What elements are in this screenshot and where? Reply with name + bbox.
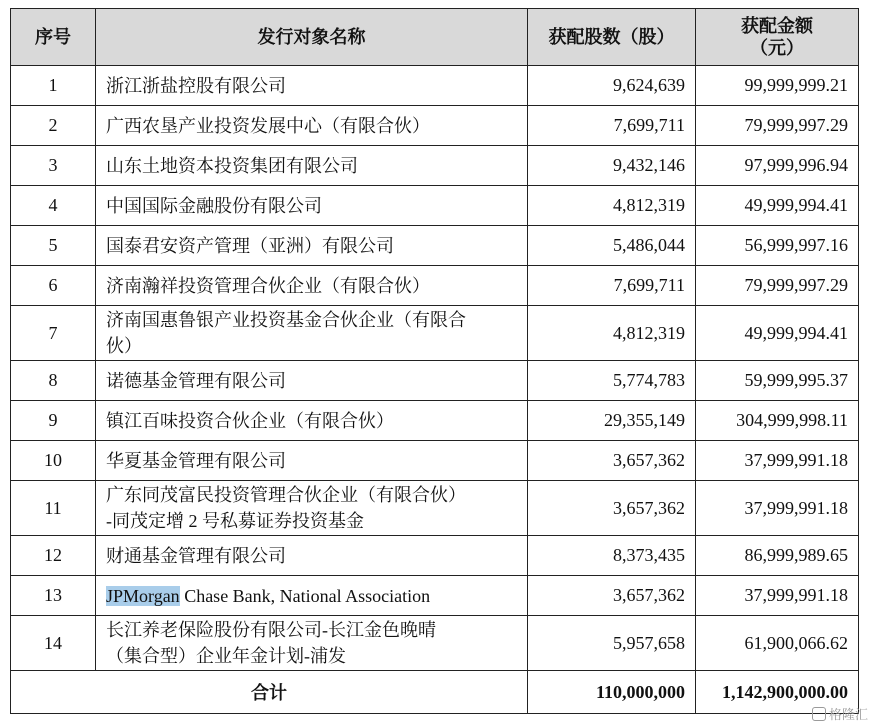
table-row <box>11 306 859 361</box>
table-row <box>11 186 859 226</box>
table-row <box>11 266 859 306</box>
row-shares: 3,657,362 <box>528 481 696 536</box>
table-header-row <box>11 9 859 66</box>
row-name: 济南瀚祥投资管理合伙企业（有限合伙） <box>96 266 528 306</box>
table-row <box>11 401 859 441</box>
row-shares: 5,774,783 <box>528 361 696 401</box>
row-amount: 79,999,997.29 <box>696 266 859 306</box>
row-shares: 5,957,658 <box>528 616 696 671</box>
row-name: 浙江浙盐控股有限公司 <box>96 66 528 106</box>
table-row <box>11 361 859 401</box>
row-shares: 4,812,319 <box>528 306 696 361</box>
row-no: 1 <box>11 66 96 106</box>
row-no: 13 <box>11 576 96 616</box>
row-name <box>96 616 528 671</box>
total-row <box>11 671 859 714</box>
row-name: 中国国际金融股份有限公司 <box>96 186 528 226</box>
row-no: 4 <box>11 186 96 226</box>
row-shares: 7,699,711 <box>528 106 696 146</box>
row-name <box>96 481 528 536</box>
table-row <box>11 146 859 186</box>
row-name-line2: -同茂定增 2 号私募证券投资基金 <box>106 511 364 531</box>
row-amount: 49,999,994.41 <box>696 306 859 361</box>
row-amount: 59,999,995.37 <box>696 361 859 401</box>
total-shares: 110,000,000 <box>528 671 696 714</box>
row-amount: 37,999,991.18 <box>696 441 859 481</box>
row-name-line1: 广东同茂富民投资管理合伙企业（有限合伙） <box>106 485 466 505</box>
row-name-line1: 长江养老保险股份有限公司-长江金色晚晴 <box>106 620 436 640</box>
row-name: 诺德基金管理有限公司 <box>96 361 528 401</box>
row-name: 镇江百味投资合伙企业（有限合伙） <box>96 401 528 441</box>
watermark <box>812 704 868 723</box>
row-amount: 61,900,066.62 <box>696 616 859 671</box>
row-name: 山东土地资本投资集团有限公司 <box>96 146 528 186</box>
row-no: 2 <box>11 106 96 146</box>
row-name-line1: 济南国惠鲁银产业投资基金合伙企业（有限合 <box>106 310 466 330</box>
row-name-line2: （集合型）企业年金计划-浦发 <box>106 646 346 666</box>
row-name: 国泰君安资产管理（亚洲）有限公司 <box>96 226 528 266</box>
row-shares: 5,486,044 <box>528 226 696 266</box>
row-amount: 49,999,994.41 <box>696 186 859 226</box>
row-amount: 86,999,989.65 <box>696 536 859 576</box>
header-shares: 获配股数（股） <box>528 9 696 66</box>
row-amount: 56,999,997.16 <box>696 226 859 266</box>
table-row <box>11 226 859 266</box>
row-amount: 37,999,991.18 <box>696 576 859 616</box>
row-no: 5 <box>11 226 96 266</box>
row-name <box>96 306 528 361</box>
table-row <box>11 536 859 576</box>
row-amount: 37,999,991.18 <box>696 481 859 536</box>
row-name: 财通基金管理有限公司 <box>96 536 528 576</box>
row-name <box>96 576 528 616</box>
row-amount: 304,999,998.11 <box>696 401 859 441</box>
row-no: 8 <box>11 361 96 401</box>
table-row <box>11 616 859 671</box>
watermark-text: 格隆汇 <box>828 708 868 723</box>
row-amount: 79,999,997.29 <box>696 106 859 146</box>
row-amount: 97,999,996.94 <box>696 146 859 186</box>
row-name-highlight: JPMorgan <box>106 585 180 606</box>
row-shares: 3,657,362 <box>528 441 696 481</box>
row-shares: 3,657,362 <box>528 576 696 616</box>
row-shares: 8,373,435 <box>528 536 696 576</box>
table-row <box>11 481 859 536</box>
row-no: 14 <box>11 616 96 671</box>
table-row <box>11 106 859 146</box>
watermark-logo-icon <box>812 707 826 721</box>
header-name: 发行对象名称 <box>96 9 528 66</box>
row-shares: 4,812,319 <box>528 186 696 226</box>
row-name-line2: 伙） <box>106 336 142 356</box>
row-no: 10 <box>11 441 96 481</box>
header-amount-line1: 获配金额 <box>741 16 813 36</box>
allocation-table <box>10 8 859 714</box>
total-amount: 1,142,900,000.00 <box>696 671 859 714</box>
row-no: 12 <box>11 536 96 576</box>
row-shares: 9,624,639 <box>528 66 696 106</box>
header-amount-line2: （元） <box>750 38 804 58</box>
header-no: 序号 <box>11 9 96 66</box>
row-name: 华夏基金管理有限公司 <box>96 441 528 481</box>
row-amount: 99,999,999.21 <box>696 66 859 106</box>
row-no: 6 <box>11 266 96 306</box>
row-shares: 9,432,146 <box>528 146 696 186</box>
total-label: 合计 <box>11 671 528 714</box>
header-amount <box>696 9 859 66</box>
row-name-rest: Chase Bank, National Association <box>179 585 431 606</box>
row-no: 7 <box>11 306 96 361</box>
row-no: 3 <box>11 146 96 186</box>
row-no: 11 <box>11 481 96 536</box>
row-no: 9 <box>11 401 96 441</box>
row-shares: 7,699,711 <box>528 266 696 306</box>
table-row <box>11 441 859 481</box>
table-row <box>11 576 859 616</box>
table-row <box>11 66 859 106</box>
row-name: 广西农垦产业投资发展中心（有限合伙） <box>96 106 528 146</box>
row-shares: 29,355,149 <box>528 401 696 441</box>
